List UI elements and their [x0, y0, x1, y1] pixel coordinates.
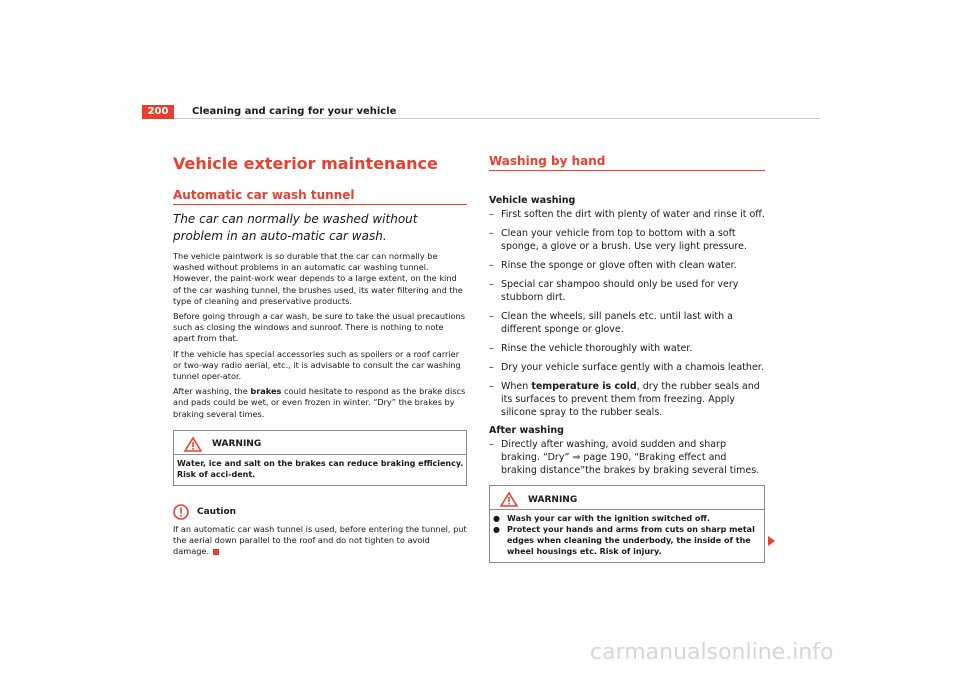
left-column — [173, 154, 467, 561]
warning-label: WARNING — [528, 494, 578, 505]
watermark: carmanualsonline.info — [590, 640, 834, 665]
paragraph-brakes: After washing, the brakes could hesitate to respond as the brake discs and pads could be wet, or even frozen in winter. “Dry” the brakes by braking several times. — [173, 386, 466, 419]
list-item: – Rinse the vehicle thoroughly with water. — [489, 343, 693, 354]
list-item: – Clean the wheels, sill panels etc. until last with a different sponge or glove. — [489, 311, 733, 335]
paragraph: Before going through a car wash, be sure to take the usual precautions such as closing the windows and sunroof. There is nothing to note apart from that. — [173, 311, 466, 344]
list-item: – Dry your vehicle surface gently with a chamois leather. — [489, 362, 764, 373]
warning-header — [490, 486, 764, 509]
warning-box — [489, 485, 765, 563]
subheading-after-washing: After washing — [489, 425, 564, 436]
list-item: – Clean your vehicle from top to bottom with a soft sponge, a glove or a brush. Use very light pressure. — [489, 228, 747, 252]
bullet-icon: ● — [493, 525, 500, 534]
page-reference-link[interactable]: ⇒ page 190, “Braking effect and braking distance” — [501, 452, 727, 476]
warning-triangle-icon — [500, 492, 518, 507]
section-heading-hand-wash: Washing by hand — [489, 154, 765, 171]
warning-header — [174, 431, 466, 454]
list-item-cold: – When temperature is cold, dry the rubber seals and its surfaces to prevent them from freezing. Apply silicone spray to the rubber seals. — [489, 381, 760, 418]
warning-box — [173, 430, 467, 486]
caution-label: Caution — [197, 506, 237, 517]
right-column — [489, 154, 765, 563]
warning-label: WARNING — [212, 439, 262, 450]
caution-icon — [173, 504, 189, 520]
running-title: Cleaning and caring for your vehicle — [192, 106, 397, 117]
warning-triangle-icon — [184, 437, 202, 452]
paragraph: The vehicle paintwork is so durable that the car can normally be washed without problems in an automatic car washing tunnel. However, the paint-work wear depends to a large extent, on the kind of the car washing tunnel, the brushes used, its water filtering and the type of cleaning and preservative products. — [173, 251, 463, 306]
list-item: – Special car shampoo should only be used for very stubborn dirt. — [489, 279, 739, 303]
warning-text: Water, ice and salt on the brakes can reduce braking efficiency. Risk of acci-dent. — [174, 454, 466, 485]
warning-bullets — [490, 509, 764, 562]
list-item-after-washing: – Directly after washing, avoid sudden and sharp braking. “Dry” ⇒ page 190, “Braking effect and braking distance”the brakes by braking several times. — [489, 439, 760, 476]
list-item: – Rinse the sponge or glove often with clean water. — [489, 260, 737, 271]
caution-text: If an automatic car wash tunnel is used, before entering the tunnel, put the aerial down parallel to the roof and do not tighten to avoid damage. — [173, 523, 467, 557]
list-item: – First soften the dirt with plenty of water and rinse it off. — [489, 209, 765, 220]
intro-text: The car can normally be washed without problem in an auto-matic car wash. — [173, 212, 418, 243]
page-title: Vehicle exterior maintenance — [173, 154, 438, 173]
end-marker-icon — [213, 549, 219, 555]
caution-header — [173, 504, 467, 520]
page-number: 200 — [142, 105, 174, 119]
bullet-icon: ● — [493, 514, 500, 523]
warning-bullet: ● Wash your car with the ignition switched off. — [493, 514, 710, 523]
continue-arrow-icon — [768, 536, 775, 546]
section-heading-car-wash: Automatic car wash tunnel — [173, 188, 467, 205]
paragraph: If the vehicle has special accessories such as spoilers or a roof carrier or two-way radio aerial, etc., it is advisable to consult the car washing tunnel oper-ator. — [173, 348, 461, 382]
subheading-vehicle-washing: Vehicle washing — [489, 195, 576, 206]
warning-bullet: ● Protect your hands and arms from cuts on sharp metal edges when cleaning the underbody, the inside of the wheel housings etc. Risk of injury. — [493, 525, 755, 556]
